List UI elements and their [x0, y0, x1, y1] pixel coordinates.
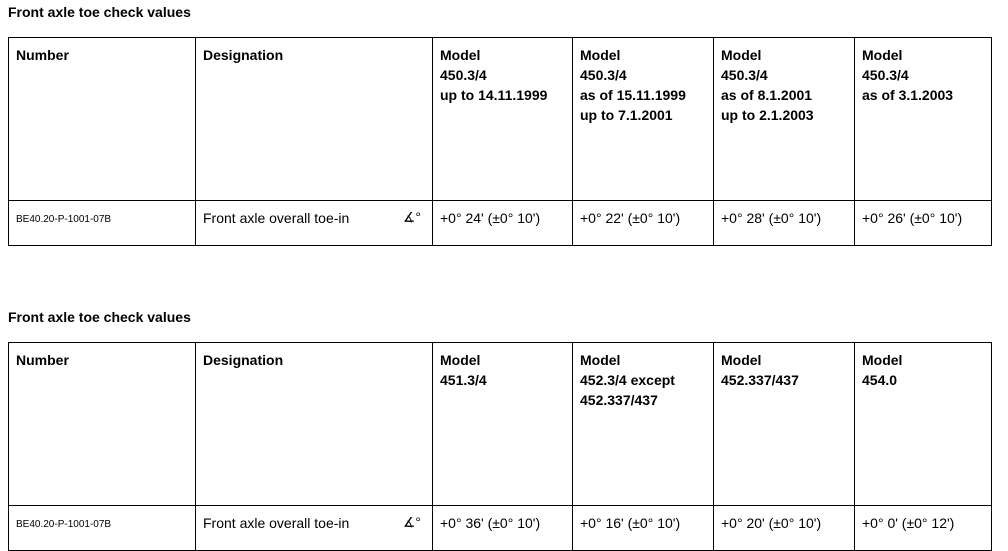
- header-line: up to 2.1.2003: [721, 107, 814, 123]
- header-line: Model: [440, 47, 481, 63]
- header-number: Number: [9, 38, 196, 201]
- section-title: Front axle toe check values: [8, 4, 191, 20]
- angle-icon: ∡°: [402, 209, 421, 225]
- header-line: as of 15.11.1999: [580, 87, 686, 103]
- header-line: 452.337/437: [580, 392, 658, 408]
- header-model: [855, 343, 992, 506]
- header-line: 450.3/4: [721, 67, 768, 83]
- designation-text: Front axle overall toe-in: [203, 515, 350, 531]
- section-title: Front axle toe check values: [8, 309, 191, 325]
- header-line: up to 7.1.2001: [580, 107, 673, 123]
- header-line: 450.3/4: [862, 67, 909, 83]
- header-model: [573, 38, 714, 201]
- header-line: Model: [721, 47, 762, 63]
- header-line: as of 8.1.2001: [721, 87, 813, 103]
- header-line: 450.3/4: [580, 67, 627, 83]
- header-row: [9, 343, 992, 506]
- header-model: [573, 343, 714, 506]
- header-line: Model: [862, 47, 903, 63]
- header-line: Model: [580, 47, 621, 63]
- header-line: 454.0: [862, 372, 898, 388]
- header-line: as of 3.1.2003: [862, 87, 954, 103]
- angle-icon: ∡°: [402, 514, 421, 530]
- header-line: up to 14.11.1999: [440, 87, 548, 103]
- table-row: [9, 506, 992, 551]
- header-line: 450.3/4: [440, 67, 487, 83]
- header-line: Model: [440, 352, 481, 368]
- header-model: [433, 38, 573, 201]
- row-designation: [196, 201, 433, 246]
- row-value: +0° 0' (±0° 12'): [855, 506, 992, 551]
- row-value: +0° 24' (±0° 10'): [433, 201, 573, 246]
- header-row: [9, 38, 992, 201]
- designation-text: Front axle overall toe-in: [203, 210, 350, 226]
- header-line: 451.3/4: [440, 372, 487, 388]
- row-value: +0° 36' (±0° 10'): [433, 506, 573, 551]
- row-number: BE40.20-P-1001-07B: [9, 201, 196, 246]
- header-line: Model: [721, 352, 762, 368]
- toe-values-table: [8, 37, 992, 246]
- row-value: +0° 22' (±0° 10'): [573, 201, 714, 246]
- header-model: [714, 38, 855, 201]
- row-value: +0° 20' (±0° 10'): [714, 506, 855, 551]
- header-designation: Designation: [196, 343, 433, 506]
- header-model: [433, 343, 573, 506]
- header-number: Number: [9, 343, 196, 506]
- row-designation: [196, 506, 433, 551]
- header-designation: Designation: [196, 38, 433, 201]
- header-line: Model: [862, 352, 903, 368]
- row-number: BE40.20-P-1001-07B: [9, 506, 196, 551]
- toe-values-table: [8, 342, 992, 551]
- header-model: [855, 38, 992, 201]
- header-line: Model: [580, 352, 621, 368]
- table-row: [9, 201, 992, 246]
- row-value: +0° 16' (±0° 10'): [573, 506, 714, 551]
- row-value: +0° 26' (±0° 10'): [855, 201, 992, 246]
- row-value: +0° 28' (±0° 10'): [714, 201, 855, 246]
- header-line: 452.3/4 except: [580, 372, 675, 388]
- header-line: 452.337/437: [721, 372, 799, 388]
- header-model: [714, 343, 855, 506]
